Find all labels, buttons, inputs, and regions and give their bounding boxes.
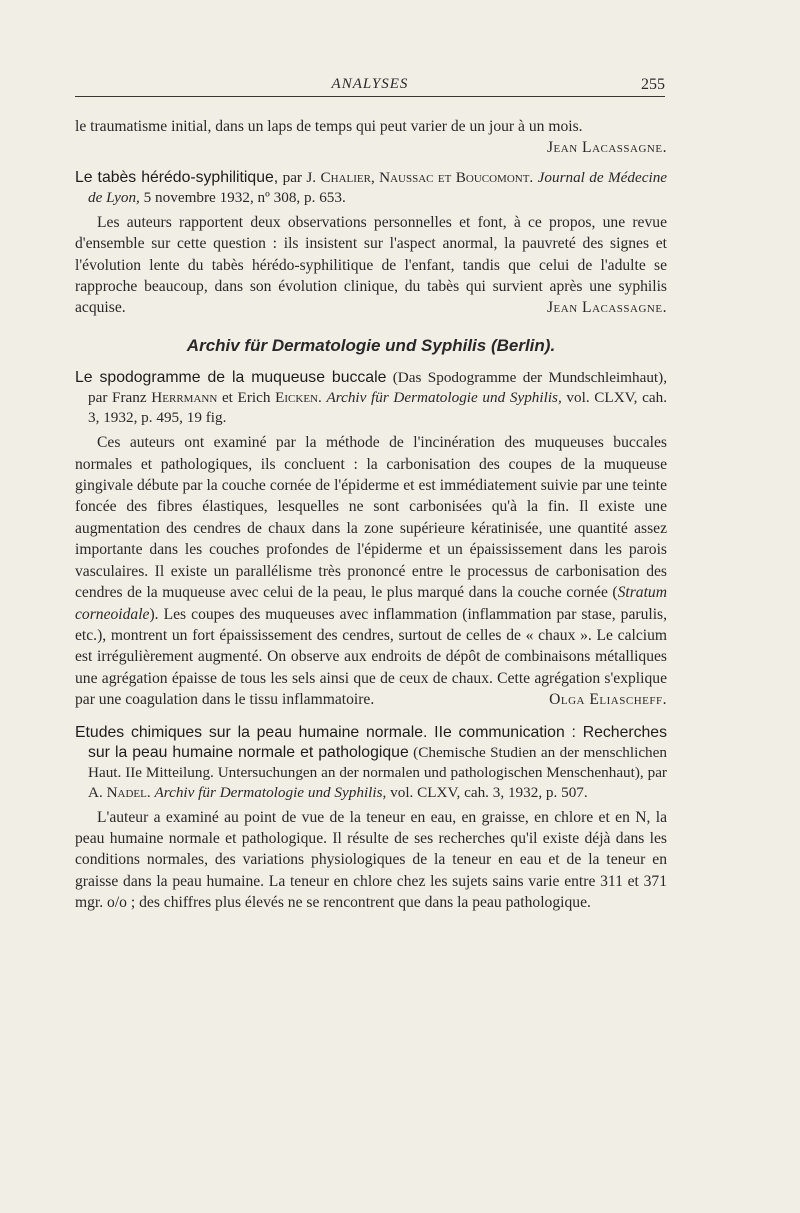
signature-eliascheff: Olga Eliascheff.	[549, 691, 667, 709]
article-2-body-italic: Stratum corneoidale	[75, 584, 667, 623]
article-3-abstract	[75, 807, 667, 914]
page-header	[75, 74, 665, 97]
signature-lacassagne-1: Jean Lacassagne.	[546, 139, 667, 157]
article-2-title: Le spodogramme de la muqueuse buccale	[75, 369, 387, 387]
page-content	[75, 116, 667, 914]
article-1-by: par J.	[282, 168, 317, 186]
article-1-body: Les auteurs rapportent deux observations personnelles et font, à ce propos, une revue d'ensemble sur cette question : ils insistent sur l'aspect anormal, la pauvreté des signes et l'évolution lente du tabès hérédo-syphilitique de l'enfant, tandis que celui de l'adulte se rapproche beaucoup, dans son évolution clinique, du tabès qui survient après une syphilis acquise.	[75, 213, 667, 317]
article-2-author-2: Eicken.	[275, 389, 322, 407]
article-1-ref: 5 novembre 1932, nº 308, p. 653.	[143, 188, 346, 206]
article-1-title: Le tabès hérédo-syphilitique,	[75, 168, 279, 186]
journal-section-title: Archiv für Dermatologie und Syphilis (Berlin).	[186, 335, 556, 355]
article-3-author: Nadel.	[106, 783, 151, 801]
article-2-body-a: Ces auteurs ont examiné par la méthode de l'incinération des muqueuses buccales normales et pathologiques, ils concluent : la carbonisation des coupes de la muqueuse gingivale débute par la couche cornée de l'épiderme et est immédiatement suivie par une teinte foncée des fibres élastiques, lesquelles ne sont carbonisées qu'à la fin. Il existe une augmentation des cendres de chaux dans la zone supérieure kératinisée, une quantité assez importante dans les couches profondes de l'épiderme et un épaississement dans les parois vasculaires. Il existe un parallélisme très prononcé entre le processus de carbonisation des cendres de la muqueuse avec celui de la peau, le plus marqué dans la couche cornée (	[75, 434, 667, 602]
running-title: ANALYSES	[331, 76, 409, 92]
article-1-heading	[75, 168, 667, 208]
article-3-heading	[75, 723, 667, 803]
article-2-and: et Erich	[221, 389, 271, 407]
continuation-paragraph	[75, 116, 667, 159]
article-3-body: L'auteur a examiné au point de vue de la teneur en eau, en graisse, en chlore et en N, la peau humaine normale et pathologique. Il résulte de ses recherches qu'il existe déjà dans les conditions normales, des variations physiologiques de la teneur en eau et de la teneur en graisse dans la peau humaine. La teneur en chlore chez les sujets sains varie entre 311 et 371 mgr. o/o ; des chiffres plus élevés ne se rencontrent que dans la peau pathologique.	[75, 808, 667, 912]
article-3-ref: vol. CLXV, cah. 3, 1932, p. 507.	[390, 783, 588, 801]
article-2-body-b: ). Les coupes des muqueuses avec inflammation (inflammation par stase, parulis, etc.), montrent un fort épaississement des cendres, surtout de celles de « chaux ». Le calcium est irrégulièrement augmenté. On observe aux endroits de dépôt de combinaisons métalliques une agrégation épaisse de tous les sels ainsi que de ceux de chaux. Cette agrégation s'explique par une coagulation dans le tissu inflammatoire.	[75, 605, 667, 709]
article-3-subtitle: (Chemische Studien an der menschlichen Haut. IIe Mitteilung. Untersuchungen an der normalen und pathologischen Menschenhaut), par A.	[88, 743, 667, 801]
article-3-title: Etudes chimiques sur la peau humaine normale. IIe communication : Recherches sur la peau humaine normale et pathologique	[75, 723, 667, 761]
article-1-journal: Journal de Médecine de Lyon,	[88, 168, 668, 206]
article-2-heading	[75, 368, 667, 428]
article-2-subtitle: (Das Spodogramme der Mundschleimhaut), par Franz	[88, 369, 667, 407]
article-1-authors: Chalier, Naussac et Boucomont.	[320, 168, 534, 186]
article-2-journal: Archiv für Dermatologie und Syphilis,	[326, 389, 562, 407]
article-2-abstract	[75, 432, 667, 710]
article-3-journal: Archiv für Dermatologie und Syphilis,	[154, 783, 387, 801]
article-2-author-1: Herrmann	[151, 389, 218, 407]
signature-lacassagne-2: Jean Lacassagne.	[546, 299, 667, 317]
article-2-ref: vol. CLXV, cah. 3, 1932, p. 495, 19 fig.	[88, 389, 667, 427]
page-number: 255	[641, 76, 665, 93]
article-1-abstract	[75, 212, 667, 319]
continuation-text: le traumatisme initial, dans un laps de temps qui peut varier de un jour à un mois.	[75, 118, 583, 135]
